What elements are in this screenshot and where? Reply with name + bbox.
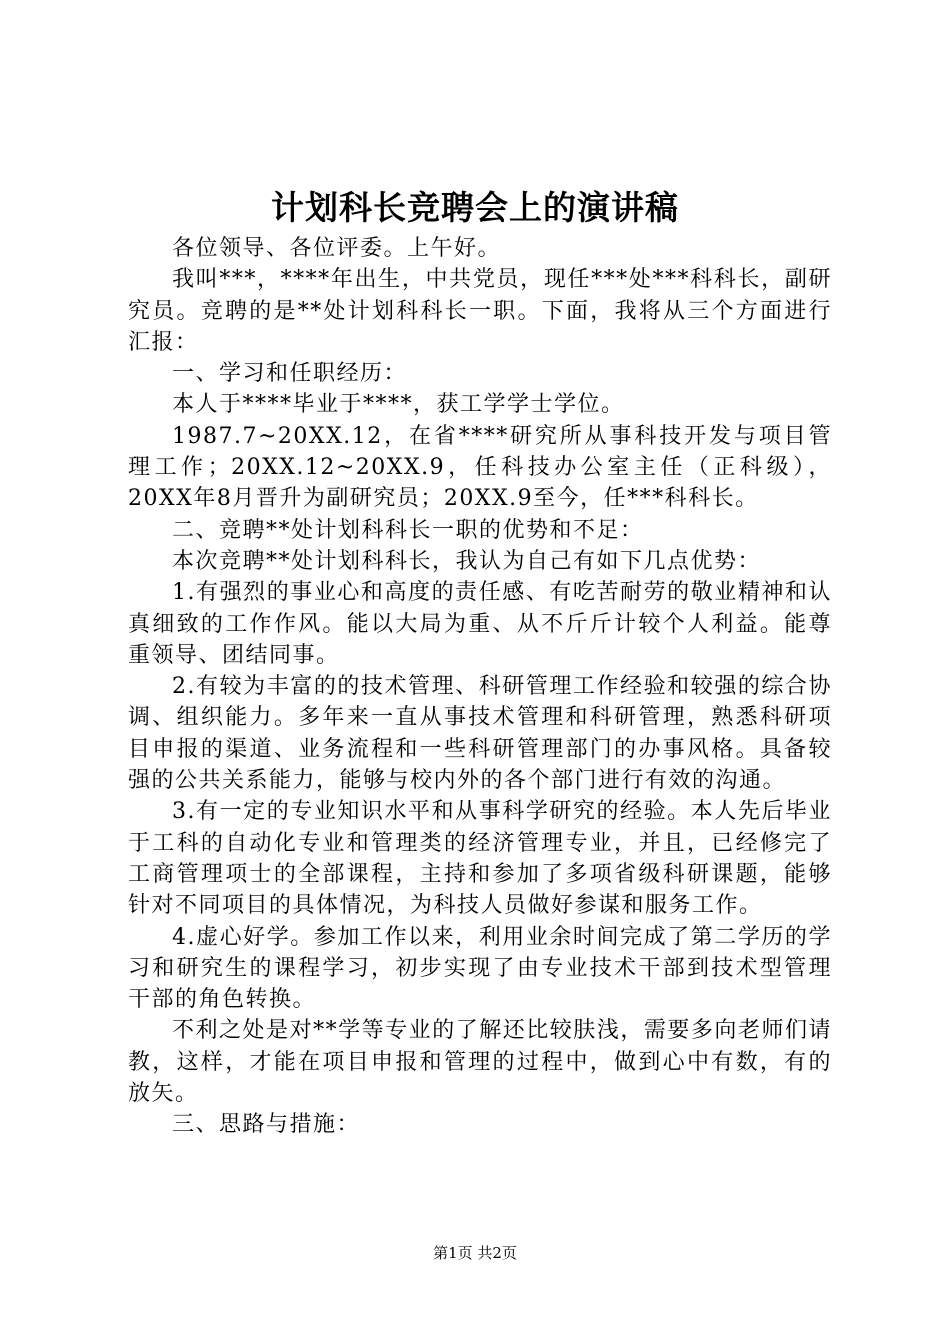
paragraph-strength-4: 4.虚心好学。参加工作以来，利用业余时间完成了第二学历的学习和研究生的课程学习，初步实现了由专业技术干部到技术型管理干部的角色转换。: [128, 924, 832, 1013]
paragraph-introduction: 我叫***，****年出生，中共党员，现任***处***科科长，副研究员。竞聘的是**处计划科科长一职。下面，我将从三个方面进行汇报：: [128, 267, 832, 355]
paragraph-strength-3: 3.有一定的专业知识水平和从事科学研究的经验。本人先后毕业于工科的自动化专业和管理类的经济管理专业，并且，已经修完了工商管理项士的全部课程，主持和参加了多项省级科研课题，能够针对不同项目的具体情况，为科技人员做好参谋和服务工作。: [128, 799, 832, 919]
paragraph-education: 本人于****毕业于****，获工学学士学位。: [172, 392, 625, 418]
document-body: [128, 233, 832, 1141]
paragraph-strengths-intro: 本次竞聘**处计划科科长，我认为自己有如下几点优势：: [172, 548, 762, 574]
section-heading-experience: 一、学习和任职经历：: [172, 361, 408, 387]
section-heading-plans: 三、思路与措施：: [172, 1112, 361, 1138]
document-title: 计划科长竞聘会上的演讲稿: [271, 188, 679, 227]
paragraph-strength-1: 1.有强烈的事业心和高度的责任感、有吃苦耐劳的敬业精神和认真细致的工作作风。能以大局为重、从不斤斤计较个人利益。能尊重领导、团结同事。: [128, 580, 832, 668]
paragraph-weakness: 不利之处是对**学等专业的了解还比较肤浅，需要多向老师们请教，这样，才能在项目申报和管理的过程中，做到心中有数，有的放矢。: [128, 1018, 832, 1107]
paragraph-work-history: 1987.7~20XX.12，在省****研究所从事科技开发与项目管理工作；20XX.12~20XX.9，任科技办公室主任（正科级），20XX年8月晋升为副研究员；20XX.9至今，任***科科长。: [128, 423, 832, 512]
page-footer: 第1页 共2页: [433, 1244, 517, 1262]
paragraph-strength-2: 2.有较为丰富的的技术管理、科研管理工作经验和较强的综合协调、组织能力。多年来一直从事技术管理和科研管理，熟悉科研项目申报的渠道、业务流程和一些科研管理部门的办事风格。具备较强的公共关系能力，能够与校内外的各个部门进行有效的沟通。: [128, 674, 832, 794]
section-heading-strengths: 二、竞聘**处计划科科长一职的优势和不足：: [172, 517, 644, 543]
paragraph-greeting: 各位领导、各位评委。上午好。: [172, 236, 502, 261]
